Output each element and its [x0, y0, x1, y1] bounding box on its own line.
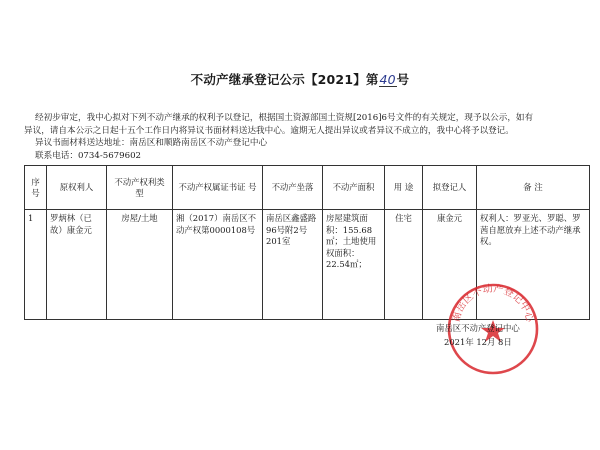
footer-date: 2021年 12月 8日 — [444, 337, 512, 347]
header-proposed-registrant: 拟登记人 — [423, 166, 477, 210]
cell-area: 房屋建筑面积：155.68㎡；土地使用权面积：22.54㎡； — [323, 210, 385, 320]
header-right-type: 不动产权利类 型 — [107, 166, 173, 210]
title-prefix: 不动产继承登记公示【2021】第 — [190, 72, 379, 87]
cell-seq: 1 — [25, 210, 47, 320]
cell-remarks: 权利人：罗亚光、罗聪、罗茜自愿放弃上述不动产继承权。 — [477, 210, 590, 320]
header-location: 不动产坐落 — [263, 166, 323, 210]
notice-address: 异议书面材料送达地址：南岳区和顺路南岳区不动产登记中心 — [35, 138, 268, 149]
header-original-owner: 原权利人 — [47, 166, 107, 210]
cell-proposed-registrant: 康金元 — [423, 210, 477, 320]
table-header-row — [25, 166, 590, 210]
header-seq: 序号 — [25, 166, 47, 210]
page-title — [0, 70, 600, 88]
header-cert-no: 不动产权属证书证 号 — [173, 166, 263, 210]
title-number: 40 — [379, 72, 396, 87]
cell-usage: 住宅 — [385, 210, 423, 320]
title-suffix: 号 — [396, 72, 410, 87]
notice-para1-line2: 异议，请自本公示之日起十五个工作日内将异议书面材料送达我中心。逾期无人提出异议或者异议不成立的，我中心将予以登记。 — [24, 125, 514, 136]
header-area: 不动产面积 — [323, 166, 385, 210]
footer-org: 南岳区不动产登记中心 — [436, 323, 520, 333]
cell-right-type: 房屋/土地 — [107, 210, 173, 320]
notice-text — [24, 112, 584, 162]
cell-location: 南岳区鑫盛路96号附2号201室 — [263, 210, 323, 320]
cell-original-owner: 罗炳林（已故）康金元 — [47, 210, 107, 320]
seal-ring-text: 南岳区不动产登记中心 — [451, 283, 535, 324]
header-remarks: 备 注 — [477, 166, 590, 210]
notice-para1-line1: 经初步审定，我中心拟对下列不动产继承的权利予以登记，根据国土资源部国土资规[2016]6号文件的有关规定，现予以公示，如有 — [35, 113, 534, 123]
header-usage: 用 途 — [385, 166, 423, 210]
notice-phone: 联系电话：0734-5679602 — [35, 150, 142, 161]
cell-cert-no: 湘（2017）南岳区不动产权第0000108号 — [173, 210, 263, 320]
